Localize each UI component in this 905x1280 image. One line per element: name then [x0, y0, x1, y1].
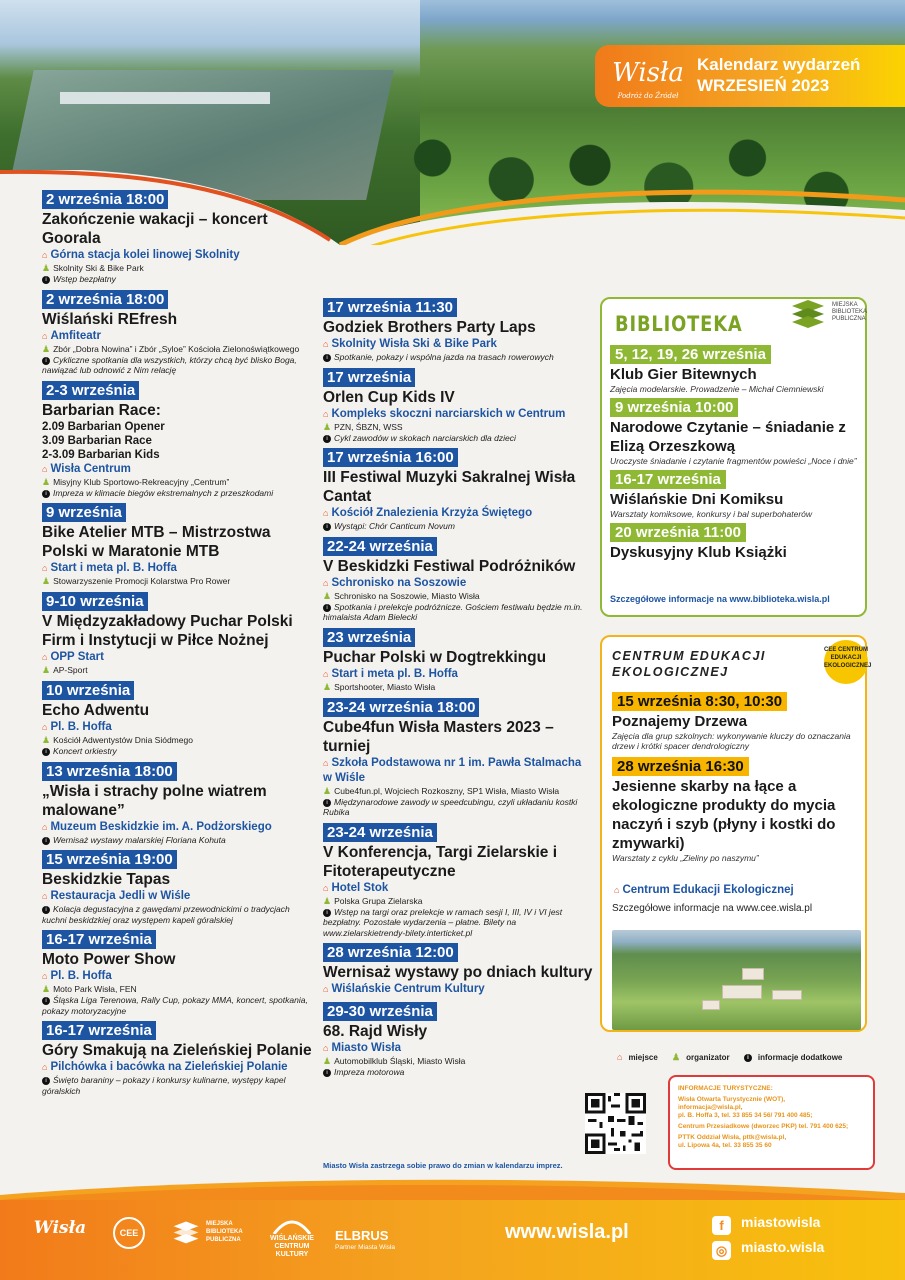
- event-info: [323, 352, 593, 363]
- event-place-text: Wiślańskie Centrum Kultury: [331, 983, 485, 995]
- event-place[interactable]: [42, 650, 312, 665]
- side-event-title: Jesienne skarby na łące a ekologiczne produkty do mycia naczyń i szyb (płyny i kostki do zmywarki): [612, 778, 836, 852]
- event-place-text: Start i meta pl. B. Hoffa: [331, 667, 458, 680]
- event-date: 16-17 września: [42, 1021, 156, 1040]
- event-title: Godziek Brothers Party Laps: [323, 319, 536, 336]
- event-place-text: Pl. B. Hoffa: [50, 721, 112, 733]
- event-place-text: Skolnity Wisła Ski & Bike Park: [331, 338, 497, 350]
- event-place[interactable]: [42, 889, 312, 904]
- info-icon: i: [323, 435, 331, 443]
- event-title: III Festiwal Muzyki Sakralnej Wisła Cantat: [323, 469, 576, 505]
- event-place[interactable]: [323, 756, 593, 786]
- event-organizer: [323, 1056, 593, 1067]
- event-info: [42, 1075, 312, 1096]
- footer-logo-wisla[interactable]: Wisła: [33, 1218, 87, 1238]
- event-item: [42, 503, 312, 587]
- event-title: Góry Smakują na Zieleńskiej Polanie: [42, 1042, 312, 1059]
- info-icon: i: [42, 906, 50, 914]
- info-icon: i: [323, 1069, 331, 1077]
- info-icon: i: [323, 799, 331, 807]
- event-date: 2 września 18:00: [42, 190, 168, 209]
- side-event-title: Narodowe Czytanie – śniadanie z Elizą Orzeszkową: [610, 419, 846, 455]
- event-place[interactable]: [42, 462, 312, 477]
- side-event-date: 20 września 11:00: [610, 523, 746, 542]
- event-organizer-text: Sportshooter, Miasto Wisła: [334, 681, 436, 692]
- qr-code[interactable]: [585, 1093, 646, 1154]
- event-info-text: Spotkanie, pokazy i wspólna jazda na trasach rowerowych: [334, 352, 554, 362]
- event-place[interactable]: [42, 329, 312, 344]
- organizer-icon: ♟: [42, 984, 51, 994]
- info-icon: i: [323, 604, 331, 612]
- place-icon: ⌂: [42, 250, 48, 260]
- event-date: 17 września 11:30: [323, 298, 457, 317]
- event-title: V Konferencja, Targi Zielarskie i Fitoterapeutyczne: [323, 843, 558, 880]
- place-icon: ⌂: [323, 757, 329, 768]
- cee-title: CENTRUM EDUKACJI EKOLOGICZNEJ: [612, 649, 766, 679]
- event-organizer-text: Cube4fun.pl, Wojciech Rozkoszny, SP1 Wisła, Miasto Wisła: [334, 785, 560, 796]
- event-place[interactable]: [42, 561, 312, 576]
- event-info: [323, 602, 593, 623]
- info-icon: i: [323, 354, 331, 362]
- event-item: [323, 943, 593, 997]
- event-place-text: Szkoła Podstawowa nr 1 im. Pawła Stalmacha w Wiśle: [323, 756, 582, 784]
- event-info: [323, 797, 593, 818]
- event-organizer: [42, 263, 312, 274]
- organizer-icon: ♟: [42, 665, 51, 675]
- place-icon: ⌂: [323, 508, 329, 518]
- event-date: 15 września 19:00: [42, 850, 177, 869]
- event-info: [42, 904, 312, 925]
- side-event-title: Klub Gier Bitewnych: [610, 366, 757, 383]
- event-info-text: Święto baraniny – pokazy i konkursy kulinarne, występy kapel góralskich: [42, 1075, 286, 1096]
- tourist-info-title: INFORMACJE TURYSTYCZNE:: [678, 1085, 773, 1092]
- event-organizer-text: Stowarzyszenie Promocji Kolarstwa Pro Rower: [53, 576, 231, 586]
- event-date: 10 września: [42, 681, 134, 700]
- info-icon: i: [42, 1077, 50, 1085]
- event-title: Barbarian Race:: [42, 401, 161, 419]
- calendar-title: Kalendarz wydarzeń WRZESIEŃ 2023: [697, 55, 861, 95]
- event-info-text: Impreza motorowa: [334, 1067, 405, 1077]
- organizer-icon: ♟: [323, 895, 332, 906]
- event-organizer: [323, 896, 593, 907]
- event-organizer-text: Skolnity Ski & Bike Park: [53, 263, 144, 273]
- event-item: [42, 762, 312, 846]
- event-title: Zakończenie wakacji – koncert Goorala: [42, 211, 268, 247]
- place-icon: ⌂: [614, 885, 620, 895]
- place-icon: ⌂: [617, 1052, 623, 1062]
- event-organizer: [42, 665, 312, 676]
- event-date: 2 września 18:00: [42, 290, 168, 309]
- event-place[interactable]: [323, 1041, 593, 1056]
- event-date: 23-24 września 18:00: [323, 698, 479, 717]
- event-info: [323, 521, 593, 532]
- organizer-icon: ♟: [323, 681, 332, 692]
- place-icon: ⌂: [323, 408, 329, 419]
- organizer-icon: ♟: [42, 735, 51, 745]
- tourist-line: Centrum Przesiadkowe (dworzec PKP) tel. 791 400 625;: [678, 1123, 849, 1130]
- organizer-icon: ♟: [42, 576, 51, 586]
- event-title: 68. Rajd Wisły: [323, 1023, 428, 1040]
- place-icon: ⌂: [42, 1062, 48, 1072]
- event-place[interactable]: [323, 407, 593, 422]
- event-info-text: Cykliczne spotkania dla wszystkich, którzy chcą być blisko Boga, nawiązać lub odnowić z Nim relację: [42, 354, 297, 375]
- tourist-line: pl. B. Hoffa 3, tel. 33 855 34 56/ 791 400 485;: [678, 1112, 813, 1119]
- instagram-icon: ◎: [712, 1241, 731, 1260]
- event-place-text: Schronisko na Soszowie: [331, 576, 467, 589]
- event-place[interactable]: [42, 248, 312, 263]
- info-icon: i: [744, 1054, 752, 1062]
- side-event-description: Warsztaty z cyklu „Zieliny po naszymu”: [612, 853, 759, 863]
- event-info: [323, 1067, 593, 1078]
- event-subtitle: 3.09 Barbarian Race: [42, 434, 152, 447]
- event-organizer: [42, 576, 312, 587]
- event-title: Orlen Cup Kids IV: [323, 388, 455, 406]
- side-event-title: Poznajemy Drzewa: [612, 713, 748, 730]
- event-place-text: Start i meta pl. B. Hoffa: [50, 562, 177, 574]
- cee-more-link[interactable]: Szczegółowe informacje na www.cee.wisla.pl: [612, 903, 813, 914]
- wisla-logo[interactable]: Wisła Podróż do Źródeł: [612, 58, 684, 100]
- event-item: [323, 698, 593, 818]
- side-event-item: [612, 757, 862, 863]
- library-title: BIBLIOTEKA: [615, 312, 743, 336]
- side-event-item: [610, 345, 865, 394]
- event-place[interactable]: [323, 337, 593, 352]
- event-item: [42, 592, 312, 676]
- organizer-icon: ♟: [323, 785, 332, 796]
- event-info-text: Kolacja degustacyjna z gawędami przewodnickimi o tradycjach kuchni beskidzkiej oraz występem kapeli góralskiej: [42, 904, 290, 925]
- event-place-text: Wisła Centrum: [50, 462, 131, 475]
- event-organizer-text: PZN, ŚBZN, WSS: [334, 421, 403, 432]
- place-icon: ⌂: [42, 330, 48, 341]
- event-item: [42, 850, 312, 925]
- info-icon: i: [42, 276, 50, 284]
- footer-partner-text: Partner Miasta Wisła: [335, 1244, 395, 1251]
- event-place[interactable]: [323, 667, 593, 682]
- event-place-text: Amfiteatr: [50, 329, 101, 342]
- place-icon: ⌂: [42, 563, 48, 573]
- event-place[interactable]: [323, 576, 593, 591]
- event-organizer: [323, 591, 593, 602]
- place-icon: ⌂: [42, 463, 48, 474]
- tourist-line: PTTK Oddział Wisła, pttk@wisla.pl,: [678, 1134, 787, 1141]
- side-event-item: [612, 692, 862, 751]
- side-event-description: Zajęcia dla grup szkolnych: wykonywanie kluczy do oznaczania drzew i krótki spacer dendrologiczny: [612, 731, 851, 751]
- cee-place: ⌂ Centrum Edukacji Ekologicznej: [614, 884, 794, 896]
- event-organizer: [42, 735, 312, 746]
- facebook-icon: f: [712, 1216, 731, 1235]
- event-organizer-text: Zbór „Dobra Nowina” i Zbór „Syloe” Kościoła Zielonoświątkowego: [53, 343, 300, 354]
- event-info: [323, 433, 593, 444]
- event-place[interactable]: [323, 982, 593, 997]
- event-organizer: [323, 786, 593, 797]
- event-place-text: Kompleks skoczni narciarskich w Centrum: [331, 407, 566, 420]
- cee-aerial-photo: [612, 930, 861, 1030]
- event-date: 22-24 września: [323, 537, 437, 556]
- event-place[interactable]: [323, 881, 593, 896]
- place-icon: ⌂: [323, 984, 329, 994]
- event-organizer-text: Schronisko na Soszowie, Miasto Wisła: [334, 590, 480, 601]
- info-icon: i: [42, 490, 50, 498]
- event-date: 23-24 września: [323, 823, 437, 842]
- event-date: 28 września 12:00: [323, 943, 458, 962]
- place-icon: ⌂: [323, 577, 329, 588]
- event-place-text: Kościół Znalezienia Krzyża Świętego: [331, 507, 533, 519]
- cee-events: [612, 692, 862, 869]
- event-item: [323, 448, 593, 532]
- event-title: „Wisła i strachy polne wiatrem malowane”: [42, 782, 267, 819]
- event-organizer: [323, 682, 593, 693]
- event-date: 17 września 16:00: [323, 448, 458, 467]
- organizer-icon: ♟: [42, 263, 51, 273]
- event-item: [323, 628, 593, 693]
- footer-website-link[interactable]: www.wisla.pl: [505, 1221, 629, 1243]
- event-place[interactable]: [42, 969, 312, 984]
- organizer-icon: ♟: [672, 1052, 681, 1062]
- event-info-text: Wystąpi: Chór Canticum Novum: [334, 521, 455, 531]
- event-title: Wiślański REfresh: [42, 310, 178, 328]
- tourist-info-box: [668, 1075, 875, 1170]
- place-icon: ⌂: [42, 652, 48, 662]
- event-info-text: Wstęp na targi oraz prelekcje w ramach sesji I, III, IV i VI jest bezpłatny. Pozostałe wydarzenia – płatne. Bilety na www.zielarskietrendy-bilety.interticket.pl: [323, 906, 563, 938]
- side-event-date: 15 września 8:30, 10:30: [612, 692, 787, 711]
- legend: ⌂ miejsce ♟ organizator i informacje dodatkowe: [617, 1052, 843, 1062]
- place-icon: ⌂: [42, 971, 48, 981]
- event-info: [42, 746, 312, 757]
- side-event-description: Uroczyste śniadanie i czytanie fragmentów powieści „Noce i dnie”: [610, 456, 857, 466]
- event-place-text: Górna stacja kolei linowej Skolnity: [50, 249, 240, 261]
- event-place[interactable]: [42, 720, 312, 735]
- event-place-text: Hotel Stok: [331, 881, 389, 894]
- event-date: 16-17 września: [42, 930, 156, 949]
- event-date: 29-30 września: [323, 1002, 437, 1021]
- event-place-text: Pilchówka i bacówka na Zieleńskiej Polanie: [50, 1061, 288, 1073]
- place-icon: ⌂: [42, 891, 48, 901]
- side-event-date: 16-17 września: [610, 470, 726, 489]
- footer-logo-library[interactable]: MIEJSKA BIBLIOTEKA PUBLICZNA: [206, 1221, 243, 1243]
- library-more-link[interactable]: Szczegółowe informacje na www.biblioteka.wisla.pl: [610, 594, 830, 604]
- organizer-icon: ♟: [42, 476, 51, 487]
- footer-culture-icon: [272, 1218, 312, 1234]
- event-title: Echo Adwentu: [42, 702, 150, 719]
- place-icon: ⌂: [323, 339, 329, 349]
- event-title: Cube4fun Wisła Masters 2023 – turniej: [323, 718, 554, 755]
- event-item: [323, 823, 593, 939]
- tourist-line: ul. Lipowa 4a, tel. 33 855 35 60: [678, 1142, 772, 1149]
- event-place-text: Miasto Wisła: [331, 1042, 401, 1054]
- event-item: [323, 298, 593, 363]
- event-place[interactable]: [42, 1060, 312, 1075]
- event-date: 13 września 18:00: [42, 762, 177, 781]
- event-item: [42, 190, 312, 285]
- event-organizer: [42, 984, 312, 995]
- tourist-email[interactable]: informacja@wisla.pl,: [678, 1104, 743, 1111]
- event-title: V Beskidzki Festiwal Podróżników: [323, 557, 576, 575]
- event-info-text: Impreza w klimacie biegów ekstremalnych z przeszkodami: [53, 487, 274, 498]
- footer-library-icon: [170, 1220, 202, 1248]
- event-title: Moto Power Show: [42, 951, 176, 968]
- event-date: 9 września: [42, 503, 126, 522]
- organizer-icon: ♟: [42, 343, 51, 354]
- side-event-date: 5, 12, 19, 26 września: [610, 345, 771, 364]
- event-organizer: [42, 344, 312, 355]
- footer-logo-elbrus[interactable]: ELBRUS: [335, 1228, 389, 1243]
- event-item: [42, 681, 312, 757]
- events-column-2: [323, 298, 593, 1083]
- library-logo-icon: [790, 298, 826, 334]
- info-icon: i: [323, 523, 331, 531]
- place-icon: ⌂: [323, 882, 329, 893]
- event-item: [42, 930, 312, 1016]
- event-info: [42, 274, 312, 285]
- side-event-item: [610, 470, 865, 519]
- event-info-text: Międzynarodowe zawody w speedcubingu, czyli układaniu kostki Rubika: [323, 796, 578, 817]
- event-place-text: Restauracja Jedli w Wiśle: [50, 890, 191, 902]
- side-event-description: Zajęcia modelarskie. Prowadzenie – Michał Ciemniewski: [610, 384, 824, 394]
- event-organizer: [323, 422, 593, 433]
- place-icon: ⌂: [323, 1043, 329, 1053]
- side-event-item: [610, 523, 865, 562]
- event-title: Puchar Polski w Dogtrekkingu: [323, 648, 547, 666]
- footer-facebook-link[interactable]: f miastowisla: [712, 1214, 820, 1235]
- event-info-text: Wernisaż wystawy malarskiej Floriana Kohuta: [53, 834, 226, 845]
- event-info-text: Koncert orkiestry: [53, 746, 117, 756]
- side-event-title: Wiślańskie Dni Komiksu: [610, 491, 784, 508]
- side-event-description: Warsztaty komiksowe, konkursy i bal superbohaterów: [610, 509, 813, 519]
- info-icon: i: [42, 837, 50, 845]
- event-date: 17 września: [323, 368, 415, 387]
- library-logo-text: MIEJSKA BIBLIOTEKA PUBLICZNA: [832, 302, 867, 322]
- place-icon: ⌂: [42, 722, 48, 732]
- place-icon: ⌂: [42, 821, 48, 832]
- event-subtitle: 2-3.09 Barbarian Kids: [42, 448, 160, 461]
- event-place-text: OPP Start: [50, 651, 104, 663]
- event-place[interactable]: [42, 820, 312, 835]
- event-place-text: Pl. B. Hoffa: [50, 970, 112, 982]
- event-organizer-text: Polska Grupa Zielarska: [334, 895, 423, 906]
- event-date: 23 września: [323, 628, 415, 647]
- event-organizer-text: AP-Sport: [53, 665, 88, 675]
- footer-instagram-link[interactable]: ◎ miasto.wisla: [712, 1239, 824, 1260]
- events-column-1: [42, 190, 312, 1101]
- cee-logo: CEE CENTRUM EDUKACJI EKOLOGICZNEJ: [824, 640, 868, 684]
- event-organizer-text: Automobilklub Śląski, Miasto Wisła: [334, 1056, 466, 1066]
- event-date: 2-3 września: [42, 381, 139, 400]
- disclaimer-note: Miasto Wisła zastrzega sobie prawo do zmian w kalendarzu imprez.: [323, 1161, 563, 1170]
- event-place-text: Muzeum Beskidzkie im. A. Podżorskiego: [50, 820, 272, 833]
- event-info-text: Cykl zawodów w skokach narciarskich dla dzieci: [334, 432, 516, 443]
- info-icon: i: [42, 997, 50, 1005]
- event-info: [42, 835, 312, 846]
- event-item: [323, 1002, 593, 1078]
- event-title: Beskidzkie Tapas: [42, 871, 171, 888]
- event-organizer: [42, 477, 312, 488]
- event-item: [42, 290, 312, 376]
- event-subtitle: 2.09 Barbarian Opener: [42, 420, 165, 433]
- event-info-text: Śląska Liga Terenowa, Rally Cup, pokazy MMA, koncert, spotkania, pokazy motoryzacyjne: [42, 995, 308, 1016]
- event-title: V Międzyzakładowy Puchar Polski Firm i Instytucji w Piłce Nożnej: [42, 613, 293, 649]
- side-event-date: 28 września 16:30: [612, 757, 749, 776]
- event-item: [323, 368, 593, 444]
- event-item: [42, 381, 312, 499]
- event-place[interactable]: [323, 506, 593, 521]
- organizer-icon: ♟: [323, 421, 332, 432]
- event-title: Wernisaż wystawy po dniach kultury: [323, 964, 593, 981]
- event-info-text: Wstęp bezpłatny: [53, 274, 116, 284]
- organizer-icon: ♟: [323, 590, 332, 601]
- info-icon: i: [323, 909, 331, 917]
- side-event-item: [610, 398, 865, 466]
- event-info: [42, 995, 312, 1016]
- event-title: Bike Atelier MTB – Mistrzostwa Polski w Maratonie MTB: [42, 524, 271, 560]
- event-item: [323, 537, 593, 623]
- event-info-text: Spotkania i prelekcje podróżnicze. Gościem festiwalu będzie m.in. himalaista Adam Bielecki: [323, 601, 583, 622]
- side-event-title: Dyskusyjny Klub Książki: [610, 544, 787, 561]
- event-item: [42, 1021, 312, 1096]
- event-info: [323, 907, 593, 939]
- event-organizer-text: Misyjny Klub Sportowo-Rekreacyjny „Centrum”: [53, 476, 230, 487]
- place-icon: ⌂: [323, 668, 329, 679]
- event-info: [42, 355, 312, 376]
- library-events: [610, 345, 865, 566]
- event-organizer-text: Moto Park Wisła, FEN: [53, 984, 137, 994]
- event-date: 9-10 września: [42, 592, 148, 611]
- info-icon: i: [42, 357, 50, 365]
- event-info: [42, 488, 312, 499]
- footer-logo-culture-center[interactable]: WIŚLAŃSKIE CENTRUM KULTURY: [270, 1235, 314, 1258]
- tourist-line: Wisła Otwarta Turystycznie (WOT),: [678, 1096, 786, 1103]
- footer-logo-cee[interactable]: CEE: [113, 1217, 145, 1249]
- info-icon: i: [42, 748, 50, 756]
- event-organizer-text: Kościół Adwentystów Dnia Siódmego: [53, 735, 193, 745]
- side-event-date: 9 września 10:00: [610, 398, 738, 417]
- organizer-icon: ♟: [323, 1056, 332, 1066]
